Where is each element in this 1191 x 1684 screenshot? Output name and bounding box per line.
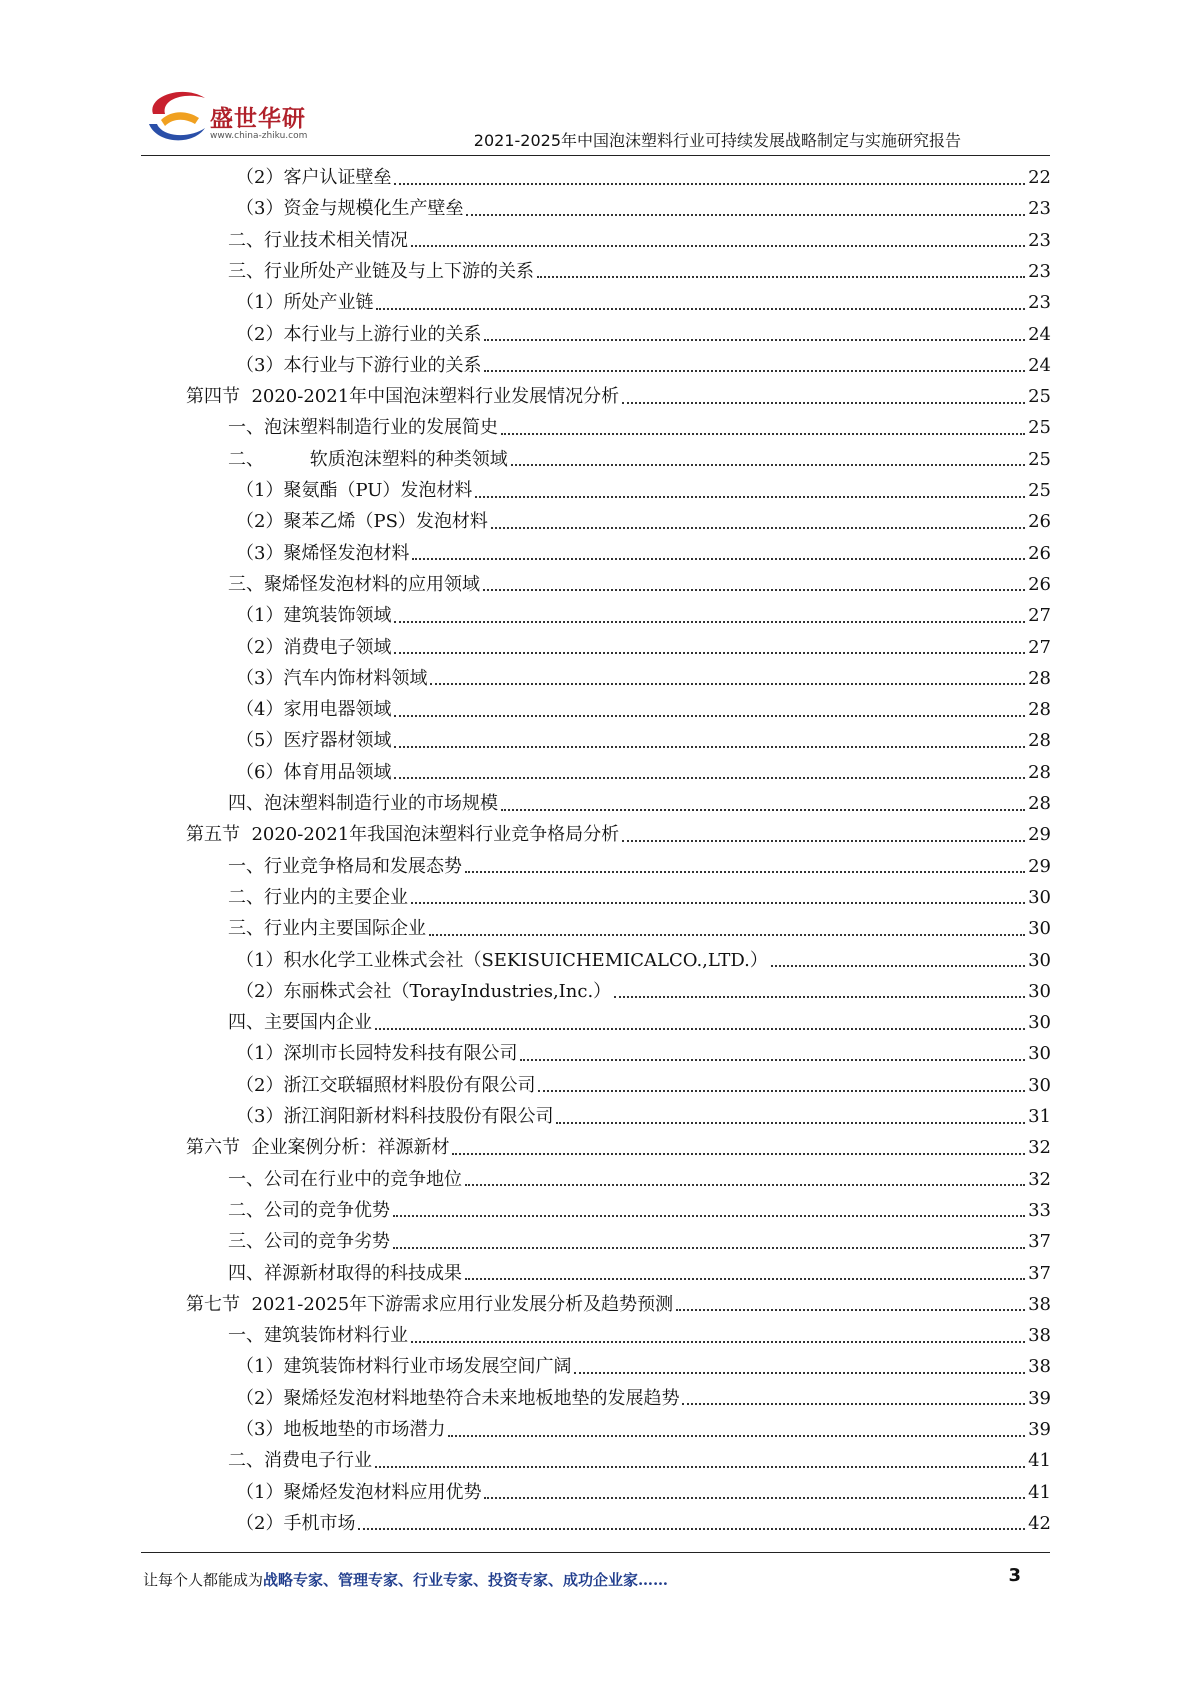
toc-entry-label: （3）浙江润阳新材料科技股份有限公司 xyxy=(236,1106,554,1127)
toc-entry-label: （2）客户认证壁垒 xyxy=(236,167,392,188)
toc-entry-page: 26 xyxy=(1028,542,1051,564)
toc-entry-label: 二、公司的竞争优势 xyxy=(228,1199,390,1221)
toc-dot-leader xyxy=(537,276,1025,278)
toc-entry-page: 28 xyxy=(1028,667,1051,689)
toc-dot-leader xyxy=(511,464,1025,466)
logo-name: 盛世华研 xyxy=(210,106,306,132)
toc-entry-page: 30 xyxy=(1028,1043,1051,1065)
toc-dot-leader xyxy=(394,183,1025,185)
header-rule xyxy=(141,155,1050,156)
footer-slogan-highlight: 战略专家、管理专家、行业专家、投资专家、成功企业家…… xyxy=(263,1571,669,1589)
toc-entry[interactable] xyxy=(236,725,1051,756)
toc-entry[interactable] xyxy=(236,475,1051,506)
toc-entry-page: 41 xyxy=(1028,1481,1051,1503)
toc-entry-label: （2）本行业与上游行业的关系 xyxy=(236,323,482,345)
toc-dot-leader xyxy=(394,777,1025,779)
report-title: 2021-2025年中国泡沫塑料行业可持续发展战略制定与实施研究报告 xyxy=(473,131,961,150)
toc-entry-label: （3）聚烯怪发泡材料 xyxy=(236,542,410,564)
toc-dot-leader xyxy=(483,589,1025,591)
toc-entry-page: 30 xyxy=(1028,980,1051,1002)
toc-entry[interactable] xyxy=(236,162,1051,193)
toc-dot-leader xyxy=(538,1090,1025,1092)
toc-entry[interactable] xyxy=(236,976,1051,1007)
toc-entry-page: 23 xyxy=(1028,260,1051,282)
toc-dot-leader xyxy=(411,245,1025,247)
toc-entry[interactable] xyxy=(236,1508,1051,1539)
toc-entry[interactable] xyxy=(236,663,1051,694)
toc-dot-leader xyxy=(622,840,1025,842)
toc-dot-leader xyxy=(394,715,1025,717)
toc-entry-label: 四、泡沫塑料制造行业的市场规模 xyxy=(228,793,498,814)
toc-entry[interactable] xyxy=(228,256,1051,287)
toc-entry-page: 27 xyxy=(1028,636,1051,658)
toc-entry-page: 30 xyxy=(1028,949,1051,971)
toc-entry[interactable] xyxy=(228,788,1051,819)
toc-entry-page: 30 xyxy=(1028,1012,1051,1034)
toc-entry[interactable] xyxy=(236,1383,1051,1414)
toc-entry-page: 24 xyxy=(1028,354,1051,376)
toc-dot-leader xyxy=(465,1278,1025,1280)
toc-entry-label: 三、行业所处产业链及与上下游的关系 xyxy=(228,260,534,282)
toc-dot-leader xyxy=(491,527,1025,529)
toc-dot-leader xyxy=(394,746,1025,748)
toc-dot-leader xyxy=(520,1059,1025,1061)
toc-entry-page: 38 xyxy=(1028,1325,1051,1347)
toc-dot-leader xyxy=(501,809,1025,811)
toc-dot-leader xyxy=(411,902,1025,904)
toc-entry-page: 37 xyxy=(1028,1262,1051,1284)
toc-entry-page: 24 xyxy=(1028,323,1051,345)
toc-entry[interactable] xyxy=(236,694,1051,725)
toc-entry-page: 22 xyxy=(1028,167,1051,188)
toc-entry-label: 四、祥源新材取得的科技成果 xyxy=(228,1262,462,1284)
toc-entry-label: （6）体育用品领域 xyxy=(236,761,392,783)
toc-dot-leader xyxy=(411,1341,1025,1343)
toc-entry-label: 四、主要国内企业 xyxy=(228,1012,372,1034)
toc-entry[interactable] xyxy=(236,757,1051,788)
toc-entry-page: 38 xyxy=(1028,1356,1051,1378)
toc-entry[interactable] xyxy=(236,1477,1051,1508)
toc-entry-page: 30 xyxy=(1028,1074,1051,1096)
toc-entry[interactable] xyxy=(228,851,1051,882)
toc-entry[interactable] xyxy=(236,287,1051,318)
toc-entry[interactable] xyxy=(236,538,1051,569)
toc-entry[interactable] xyxy=(228,569,1051,600)
toc-entry[interactable] xyxy=(228,225,1051,256)
toc-entry-page: 29 xyxy=(1028,855,1051,877)
toc-dot-leader xyxy=(771,965,1025,967)
toc-dot-leader xyxy=(466,214,1025,216)
toc-entry[interactable] xyxy=(236,600,1051,631)
toc-entry[interactable] xyxy=(186,1289,1051,1320)
toc-entry-page: 39 xyxy=(1028,1419,1051,1440)
toc-dot-leader xyxy=(622,402,1025,404)
toc-entry[interactable] xyxy=(228,913,1051,944)
toc-dot-leader xyxy=(430,683,1025,685)
toc-entry-label: 第四节 2020-2021年中国泡沫塑料行业发展情况分析 xyxy=(186,386,620,408)
toc-dot-leader xyxy=(375,1028,1025,1030)
toc-entry[interactable] xyxy=(186,1132,1051,1163)
toc-entry[interactable] xyxy=(228,444,1051,475)
toc-entry-page: 39 xyxy=(1028,1387,1051,1409)
toc-entry-label: 第六节 企业案例分析：祥源新材 xyxy=(186,1137,450,1159)
toc-entry-page: 30 xyxy=(1028,886,1051,908)
toc-entry-page: 23 xyxy=(1028,198,1051,220)
toc-dot-leader xyxy=(484,339,1025,341)
toc-entry[interactable] xyxy=(228,412,1051,443)
toc-entry-label: （4）家用电器领域 xyxy=(236,699,392,721)
toc-entry-page: 27 xyxy=(1028,605,1051,627)
toc-entry-label: （3）汽车内饰材料领域 xyxy=(236,667,428,689)
logo-url: www.china-zhiku.com xyxy=(210,131,308,141)
toc-entry-label: 一、公司在行业中的竞争地位 xyxy=(228,1168,462,1190)
toc-dot-leader xyxy=(452,1153,1025,1155)
toc-entry-label: （1）聚氨酯（PU）发泡材料 xyxy=(236,480,473,501)
toc-dot-leader xyxy=(574,1372,1025,1374)
toc-entry-label: 一、泡沫塑料制造行业的发展简史 xyxy=(228,417,498,439)
toc-entry-label: 二、行业内的主要企业 xyxy=(228,886,408,908)
toc-entry-label: 三、公司的竞争劣势 xyxy=(228,1231,390,1253)
toc-entry-label: 三、聚烯怪发泡材料的应用领域 xyxy=(228,573,480,595)
toc-entry[interactable] xyxy=(236,945,1051,976)
toc-entry-label: （2）东丽株式会社（TorayIndustries,Inc.） xyxy=(236,980,612,1002)
toc-entry-label: （1）建筑装饰领域 xyxy=(236,605,392,627)
toc-dot-leader xyxy=(394,621,1025,623)
toc-entry-label: 一、建筑装饰材料行业 xyxy=(228,1325,408,1347)
toc-entry[interactable] xyxy=(228,1258,1051,1289)
toc-dot-leader xyxy=(393,1247,1025,1249)
toc-entry[interactable] xyxy=(228,1226,1051,1257)
footer-slogan xyxy=(143,1569,668,1590)
toc-entry[interactable] xyxy=(228,1195,1051,1226)
toc-entry[interactable] xyxy=(228,1007,1051,1038)
toc-dot-leader xyxy=(614,996,1025,998)
toc-entry-page: 25 xyxy=(1028,480,1051,501)
toc-entry-label: （2）浙江交联辐照材料股份有限公司 xyxy=(236,1074,536,1096)
toc-entry-page: 25 xyxy=(1028,386,1051,408)
toc-entry-label: （3）地板地垫的市场潜力 xyxy=(236,1419,446,1440)
footer-rule xyxy=(141,1552,1050,1553)
toc-entry-page: 25 xyxy=(1028,448,1051,470)
toc-dot-leader xyxy=(465,1184,1025,1186)
toc-entry-page: 42 xyxy=(1028,1512,1051,1534)
toc-entry-page: 28 xyxy=(1028,730,1051,752)
toc-dot-leader xyxy=(375,1466,1025,1468)
toc-entry-page: 38 xyxy=(1028,1293,1051,1315)
toc-entry-label: （1）深圳市长园特发科技有限公司 xyxy=(236,1043,518,1065)
toc-entry-label: （5）医疗器材领域 xyxy=(236,730,392,752)
toc-entry-page: 23 xyxy=(1028,229,1051,251)
toc-entry-label: （1）积水化学工业株式会社（SEKISUICHEMICALCO.,LTD.） xyxy=(236,949,768,971)
toc-entry-label: 第五节 2020-2021年我国泡沫塑料行业竞争格局分析 xyxy=(186,824,620,846)
toc-dot-leader xyxy=(556,1122,1025,1124)
toc-entry[interactable] xyxy=(236,632,1051,663)
toc-dot-leader xyxy=(429,934,1025,936)
toc-entry[interactable] xyxy=(236,1351,1051,1382)
footer-slogan-lead: 让每个人都能成为 xyxy=(143,1571,264,1589)
toc-dot-leader xyxy=(394,652,1025,654)
toc-entry-label: （2）手机市场 xyxy=(236,1512,356,1534)
toc-dot-leader xyxy=(393,1215,1025,1217)
toc-entry-label: （1）所处产业链 xyxy=(236,292,374,314)
toc-dot-leader xyxy=(682,1403,1025,1405)
toc-entry-page: 33 xyxy=(1028,1199,1051,1221)
toc-entry-page: 41 xyxy=(1028,1450,1051,1472)
toc-entry-page: 37 xyxy=(1028,1231,1051,1253)
toc-entry-page: 25 xyxy=(1028,417,1051,439)
page-number: 3 xyxy=(1008,1565,1021,1586)
toc-entry-page: 28 xyxy=(1028,793,1051,814)
toc-entry-page: 29 xyxy=(1028,824,1051,846)
toc-entry-label: （3）资金与规模化生产壁垒 xyxy=(236,198,464,220)
toc-entry-label: （2）聚烯烃发泡材料地垫符合未来地板地垫的发展趋势 xyxy=(236,1387,680,1409)
toc-entry-page: 28 xyxy=(1028,699,1051,721)
toc-dot-leader xyxy=(475,496,1025,498)
toc-entry-page: 32 xyxy=(1028,1168,1051,1190)
toc-entry[interactable] xyxy=(236,319,1051,350)
toc-entry[interactable] xyxy=(236,1101,1051,1132)
toc-entry[interactable] xyxy=(236,1038,1051,1069)
toc-entry-page: 28 xyxy=(1028,761,1051,783)
toc-entry-label: 三、行业内主要国际企业 xyxy=(228,918,426,940)
toc-entry[interactable] xyxy=(228,1320,1051,1351)
toc-entry-label: （3）本行业与下游行业的关系 xyxy=(236,354,482,376)
toc-entry-label: 一、行业竞争格局和发展态势 xyxy=(228,855,462,877)
toc-dot-leader xyxy=(358,1528,1025,1530)
toc-dot-leader xyxy=(501,433,1025,435)
toc-entry-label: （2）聚苯乙烯（PS）发泡材料 xyxy=(236,511,488,533)
toc-entry-page: 23 xyxy=(1028,292,1051,314)
toc-entry[interactable] xyxy=(228,882,1051,913)
toc-entry[interactable] xyxy=(186,819,1051,850)
toc-dot-leader xyxy=(376,308,1025,310)
toc-dot-leader xyxy=(484,1497,1025,1499)
toc-entry-label: （1）聚烯烃发泡材料应用优势 xyxy=(236,1481,482,1503)
toc-entry-page: 30 xyxy=(1028,918,1051,940)
toc-entry[interactable] xyxy=(236,193,1051,224)
toc-entry-page: 32 xyxy=(1028,1137,1051,1159)
toc-entry[interactable] xyxy=(228,1164,1051,1195)
toc-entry-page: 26 xyxy=(1028,573,1051,595)
toc-dot-leader xyxy=(412,558,1025,560)
toc-dot-leader xyxy=(676,1309,1025,1311)
toc-dot-leader xyxy=(448,1435,1025,1437)
toc-entry[interactable] xyxy=(186,381,1051,412)
toc-entry-label: 二、 软质泡沫塑料的种类领域 xyxy=(228,448,508,470)
toc-entry[interactable] xyxy=(236,1414,1051,1445)
toc-entry-label: （2）消费电子领域 xyxy=(236,636,392,658)
toc-entry[interactable] xyxy=(228,1445,1051,1476)
toc-dot-leader xyxy=(465,871,1025,873)
toc-entry-label: 二、消费电子行业 xyxy=(228,1450,372,1472)
toc-entry-label: 二、行业技术相关情况 xyxy=(228,229,408,251)
toc-entry[interactable] xyxy=(236,1070,1051,1101)
toc-entry-label: 第七节 2021-2025年下游需求应用行业发展分析及趋势预测 xyxy=(186,1293,674,1315)
toc-entry[interactable] xyxy=(236,506,1051,537)
toc-entry-page: 31 xyxy=(1028,1106,1051,1127)
toc-entry-label: （1）建筑装饰材料行业市场发展空间广阔 xyxy=(236,1356,572,1378)
toc-entry-page: 26 xyxy=(1028,511,1051,533)
toc-dot-leader xyxy=(484,370,1025,372)
toc-entry[interactable] xyxy=(236,350,1051,381)
